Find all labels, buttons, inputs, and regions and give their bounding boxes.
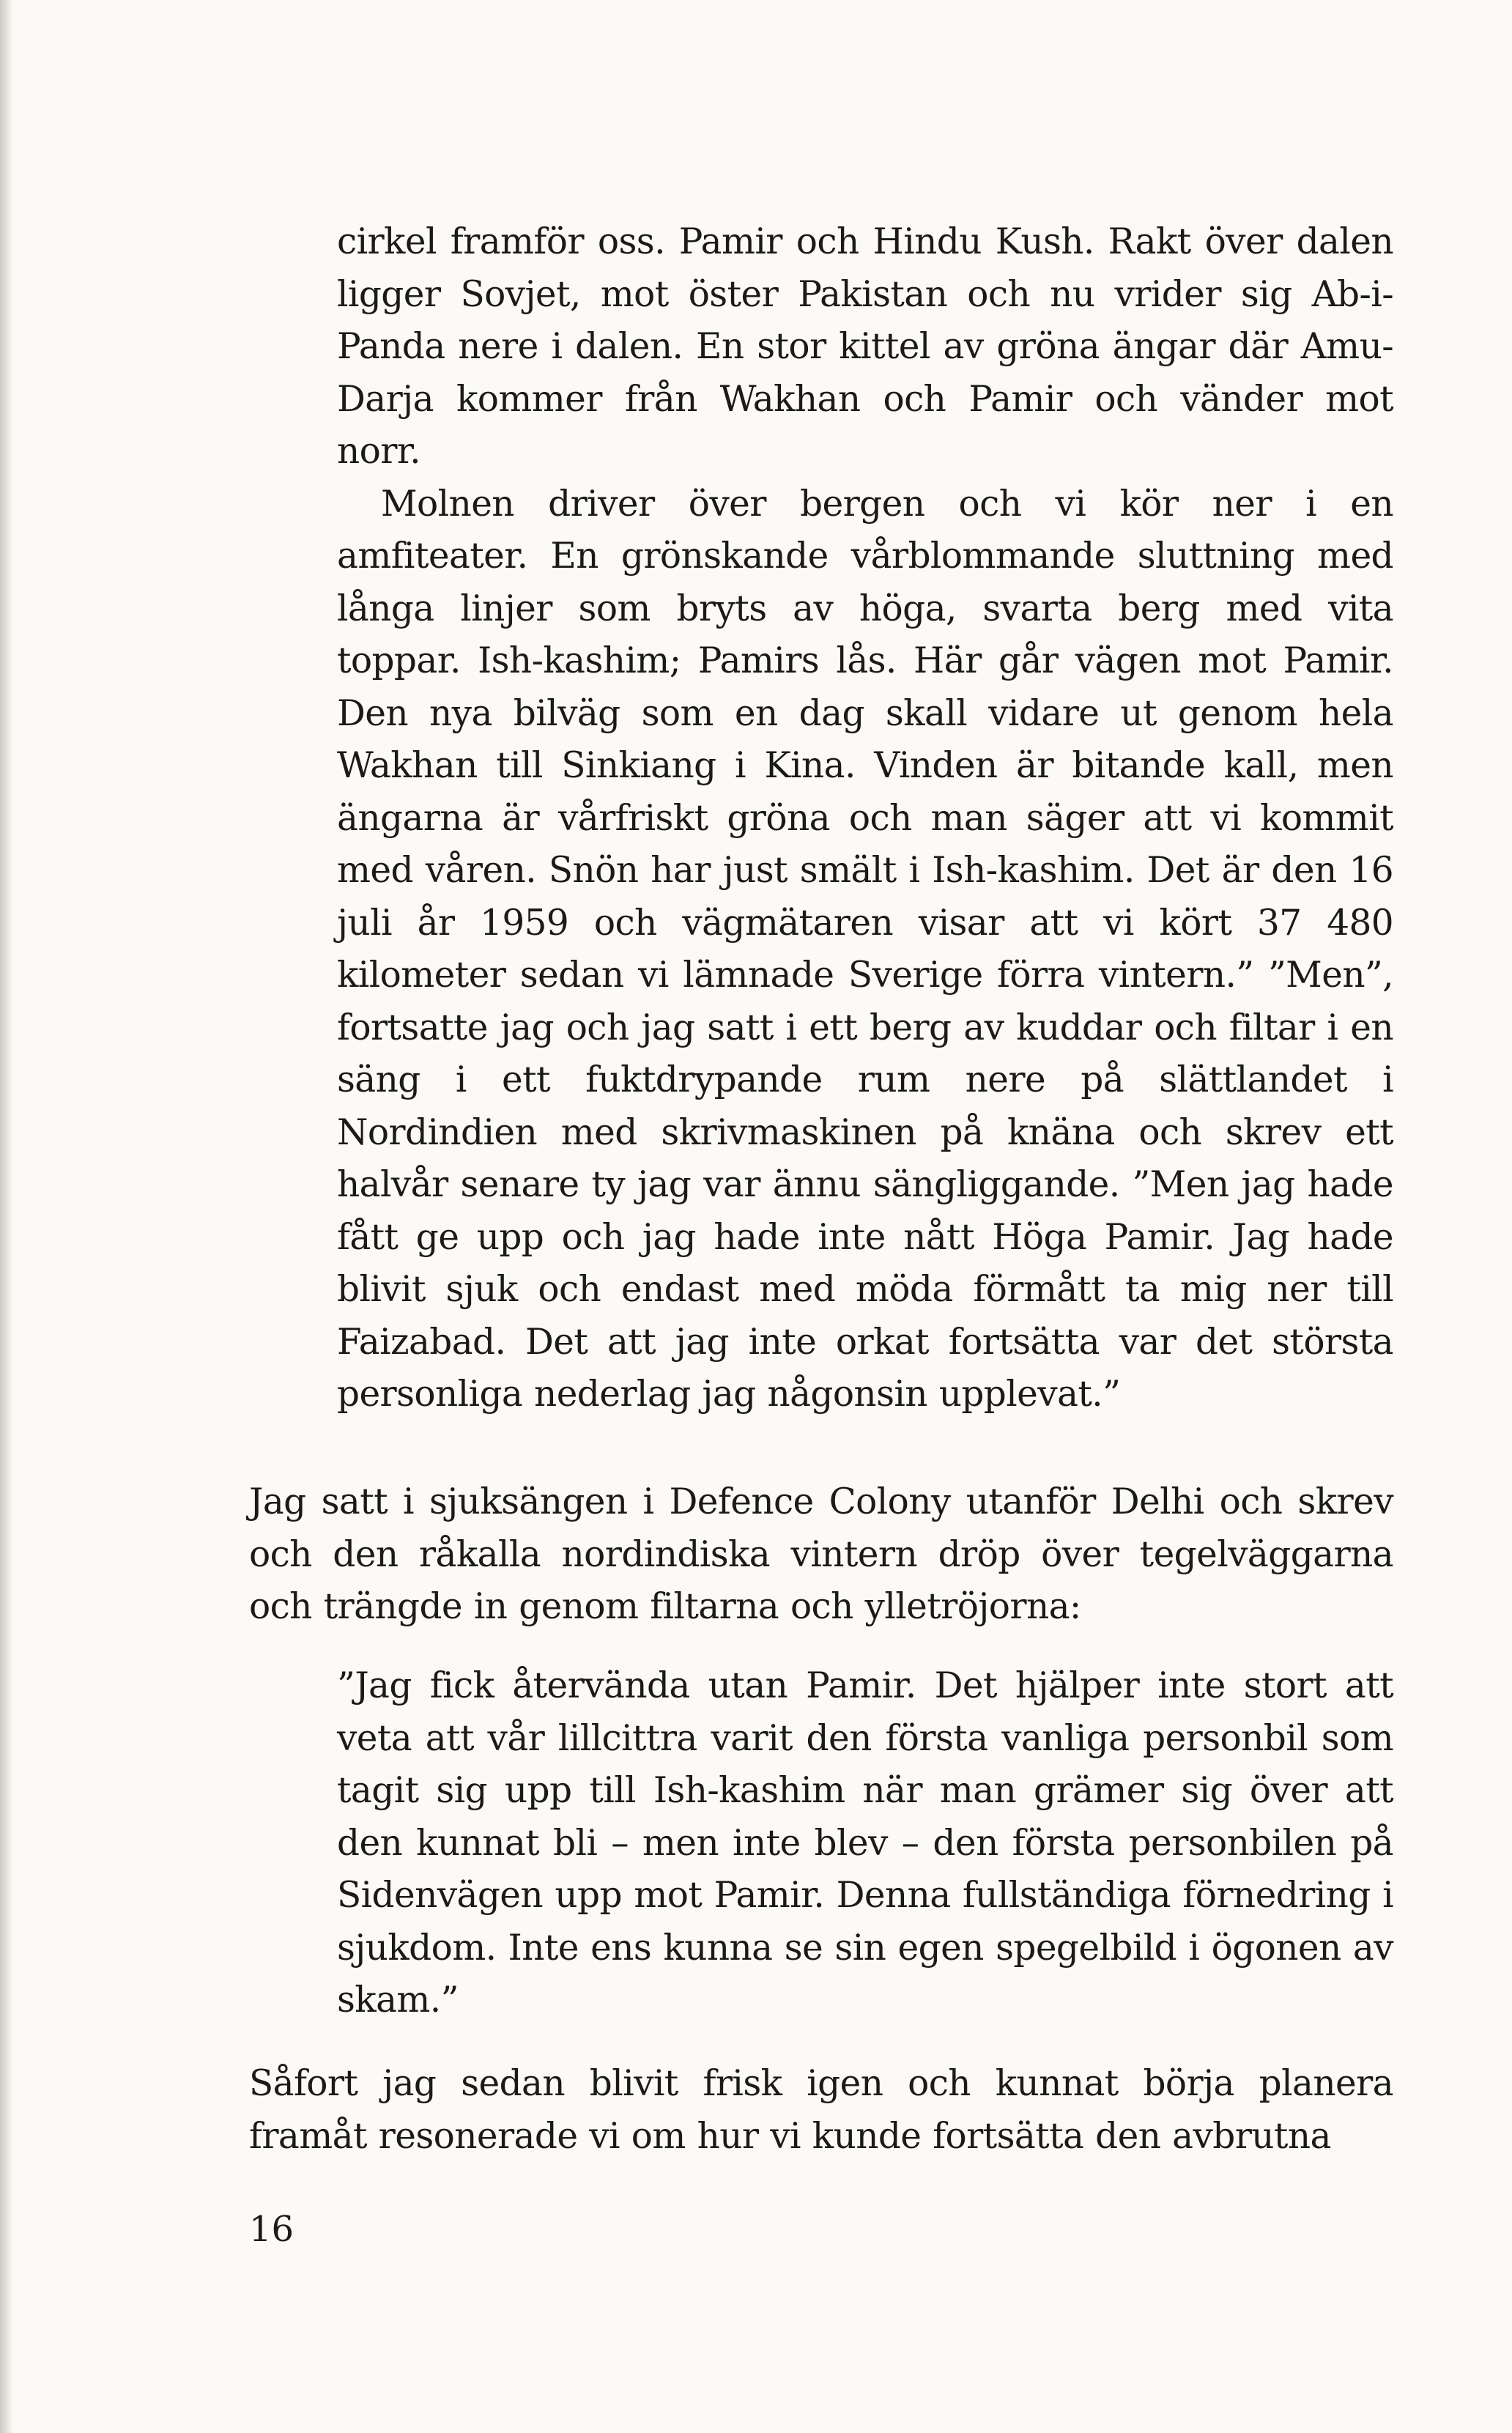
page-edge-shadow bbox=[0, 0, 13, 2433]
paragraph-safort bbox=[249, 2058, 1393, 2163]
paragraph-delhi bbox=[249, 1476, 1393, 1634]
paragraph-delhi-text: Jag satt i sjuksängen i Defence Colony utanför Delhi och skrev och den råkalla nordindiska vintern dröp över tegelväggarna och trängde in genom filtarna och ylletröjorna: bbox=[249, 1481, 1393, 1627]
quote-1-paragraph-2: Molnen driver över bergen och vi kör ner i en amfiteater. En grönskande vårblommande sluttning med långa linjer som bryts av höga, svarta berg med vita toppar. Ish-kashim; Pamirs lås. Här går vägen mot Pamir. Den nya bilväg som en dag skall vidare ut genom hela Wakhan till Sinkiang i Kina. Vinden är bitande kall, men ängarna är vårfriskt gröna och man säger att vi kommit med våren. Snön har just smält i Ish-kashim. Det är den 16 juli år 1959 och vägmätaren visar att vi kört 37 480 kilometer sedan vi lämnade Sverige förra vintern.” ”Men”, fortsatte jag och jag satt i ett berg av kuddar och filtar i en säng i ett fuktdrypande rum nere på slättlandet i Nordindien med skrivmaskinen på knäna och skrev ett halvår senare ty jag var ännu sängliggande. ”Men jag hade fått ge upp och jag hade inte nått Höga Pamir. Jag hade blivit sjuk och endast med möda förmått ta mig ner till Faizabad. Det att jag inte orkat fortsätta var det största personliga nederlag jag någonsin upplevat.” bbox=[337, 483, 1393, 1415]
page-number: 16 bbox=[249, 2209, 294, 2250]
block-quote-2 bbox=[337, 1660, 1393, 2027]
block-quote-1 bbox=[337, 216, 1393, 1421]
quote-1-paragraph-1: cirkel framför oss. Pamir och Hindu Kush. Rakt över dalen ligger Sovjet, mot öster Pakistan och nu vrider sig Ab-i-Panda nere i dalen. En stor kittel av gröna ängar där Amu-Darja kommer från Wakhan och Pamir och vänder mot norr. bbox=[337, 221, 1393, 472]
quote-2-text: ”Jag fick återvända utan Pamir. Det hjälper inte stort att veta att vår lillcittra varit den första vanliga personbil som tagit sig upp till Ish-kashim när man grämer sig över att den kunnat bli – men inte blev – den första personbilen på Sidenvägen upp mot Pamir. Denna fullständiga förnedring i sjukdom. Inte ens kunna se sin egen spegelbild i ögonen av skam.” bbox=[337, 1665, 1393, 2021]
paragraph-safort-text: Såfort jag sedan blivit frisk igen och kunnat börja planera framåt resonerade vi om hur vi kunde fortsätta den avbrutna bbox=[249, 2063, 1393, 2157]
